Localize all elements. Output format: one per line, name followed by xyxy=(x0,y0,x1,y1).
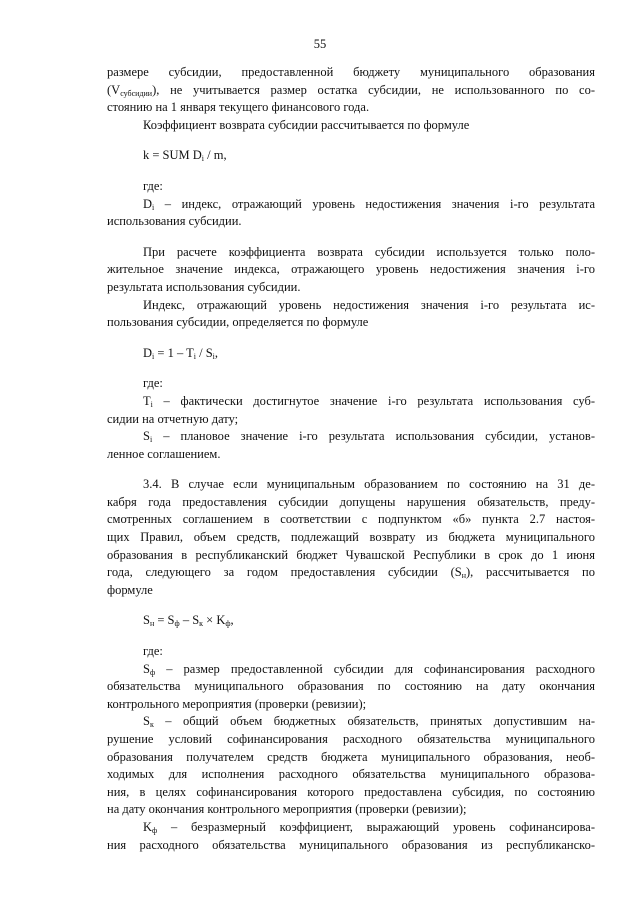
text-line: щих Правил, объем средств, подлежащий возврату из бюджета муниципального xyxy=(107,530,595,545)
text-line: образования получателем средств бюджета муниципального образования, необ- xyxy=(107,749,595,764)
text-line: При расчете коэффициента возврата субсидии используется только поло- xyxy=(143,244,595,259)
text-line: ния расходного обязательства муниципального образования из республиканско- xyxy=(107,837,595,852)
text-line: стоянию на 1 января текущего финансового года. xyxy=(107,100,370,115)
text-line: $S_к$ – общий объем бюджетных обязательств, принятых допустившим на- xyxy=(143,714,595,730)
where-label: где: xyxy=(143,178,163,193)
page-body xyxy=(107,64,595,854)
text-line: на дату окончания контрольного мероприятия (проверки (ревизии); xyxy=(107,802,467,817)
formula-sn: $S_н = S_ф - S_к \times K_ф$, xyxy=(143,613,234,629)
text-line: кабря года предоставления субсидии допущены нарушения обязательств, преду- xyxy=(107,494,595,509)
formula-k: k = SUM $D_i$ / m, xyxy=(143,148,227,164)
where-label: где: xyxy=(143,644,163,659)
text-line: $T_i$ – фактически достигнутое значение i-го результата использования суб- xyxy=(143,393,595,409)
text-line: формуле xyxy=(107,582,153,597)
text-line: ния, в целях софинансирования которого предоставлена субсидия, по состоянию xyxy=(107,784,595,799)
text-line: контрольного мероприятия (проверки (ревизии); xyxy=(107,696,367,711)
text-line: жительное значение индекса, отражающего уровень недостижения значения i-го xyxy=(107,262,595,277)
text-line: сидии на отчетную дату; xyxy=(107,411,239,426)
text-line: рушение условий софинансирования расходного обязательства муниципального xyxy=(107,732,595,746)
text-line: смотренных соглашением в соответствии с подпунктом «б» пункта 2.7 настоя- xyxy=(107,512,595,527)
text-line: использования субсидии. xyxy=(107,214,242,229)
text-line: $S_i$ – плановое значение i-го результата использования субсидии, установ- xyxy=(143,429,595,445)
page-number: 55 xyxy=(313,37,327,51)
text-line: пользования субсидии, определяется по формуле xyxy=(107,315,369,330)
text-line: ходимых для исполнения расходного обязательства муниципального образова- xyxy=(107,767,595,782)
text-line: обязательства муниципального образования по состоянию на дату окончания xyxy=(107,679,595,694)
text-line: $S_ф$ – размер предоставленной субсидии для софинансирования расходного xyxy=(143,661,595,677)
text-line: ленное соглашением. xyxy=(107,446,221,461)
text-line: $K_ф$ – безразмерный коэффициент, выражающий уровень софинансирова- xyxy=(143,819,595,835)
formula-di: $D_i = 1 - T_i / S_i$, xyxy=(143,345,219,361)
text-line: Коэффициент возврата субсидии рассчитывается по формуле xyxy=(143,117,470,132)
text-line: образования в республиканский бюджет Чувашской Республики в срок до 1 июня xyxy=(107,547,595,562)
text-line: Индекс, отражающий уровень недостижения значения i-го результата ис- xyxy=(143,297,595,312)
text-line: результата использования субсидии. xyxy=(107,279,301,294)
text-line: года, следующего за годом предоставления субсидии $(S_н)$, рассчитывается по xyxy=(107,565,595,581)
text-line: 3.4. В случае если муниципальным образованием по состоянию на 31 де- xyxy=(143,477,595,492)
where-label: где: xyxy=(143,376,163,391)
text-line: размере субсидии, предоставленной бюджету муниципального образования xyxy=(107,65,595,79)
text-line: $D_i$ – индекс, отражающий уровень недостижения значения i-го результата xyxy=(143,196,595,212)
text-line: $(V_{субсидии})$, не учитывается размер остатка субсидии, не использованного по со- xyxy=(107,82,595,98)
